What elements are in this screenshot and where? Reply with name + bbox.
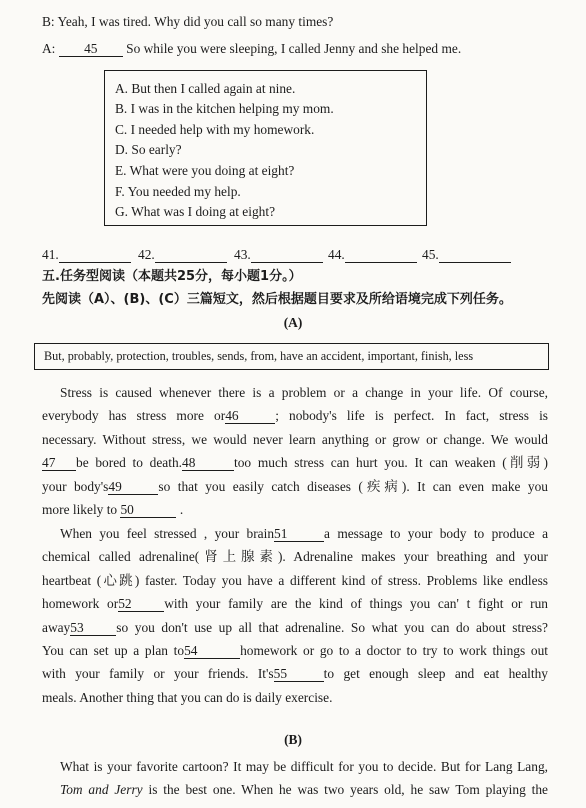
answer-blank-43[interactable] [251,247,323,263]
passage-a-paragraph-2 [42,522,548,709]
answer-slot-45 [422,245,511,265]
word-bank: But, probably, protection, troubles, sends, from, have an accident, important, finish, less [34,343,549,370]
p2-line-1: When you feel stressed , your brain51 a message to your body to produce a [60,526,549,541]
p2-line-4: homework or52 with your family are the kind of things you can' t fight or run [42,596,548,612]
p2-line-5: away53 so you don't use up all that adrenaline. So what you can do about stress? [42,619,548,635]
section-five-instruction: 先阅读（A）、(B)、(C）三篇短文，然后根据题目要求及所给语境完成下列任务。 [42,292,512,307]
answer-slot-42 [138,245,227,265]
option-b: B. I was in the kitchen helping my mom. [115,101,334,116]
dialogue-line-a-text: So while you were sleeping, I called Jenny and she helped me. [126,41,462,56]
blank-47[interactable]: 47 [42,455,76,471]
p1-line-3: necessary. Without stress, we would never learn anything or grow or change. We would [42,431,548,447]
option-d: D. So early? [115,142,182,157]
blank-55[interactable]: 55 [274,666,324,682]
p2-line-7: with your family or your friends. It's55 to get enough sleep and eat healthy [42,666,548,682]
passage-a-label: (A) [283,315,303,330]
option-g: G. What was I doing at eight? [115,204,276,219]
blank-50[interactable]: 50 [120,502,176,518]
p2-line-6: You can set up a plan to54 homework or go to a doctor to try to work things out [42,643,548,659]
p1-line-1: Stress is caused whenever there is a problem or a change in your life. Of course, [60,385,548,400]
answer-blank-41[interactable] [59,247,131,263]
p1-line-5: your body's49 so that you easily catch diseases (疾病). It can even make you [42,478,548,494]
options-box [104,70,427,226]
blank-51[interactable]: 51 [274,526,324,542]
answer-blank-45[interactable] [439,247,511,263]
blank-46[interactable]: 46 [225,408,275,424]
option-f: F. You needed my help. [115,184,241,199]
dialogue-line-b [42,12,333,32]
dialogue-line-b-text: B: Yeah, I was tired. Why did you call so many times? [42,14,334,29]
option-e: E. What were you doing at eight? [115,163,295,178]
answer-number-42: 42. [138,247,155,262]
cartoon-title: Tom and Jerry [60,782,143,798]
p2-line-3: heartbeat (心跳) faster. Today you have a different kind of stress. Problems like endless [42,572,548,588]
answer-number-45: 45. [422,247,439,262]
p1-line-2: everybody has stress more or46 ; nobody's life is perfect. In fact, stress is [42,408,549,424]
answer-blank-44[interactable] [345,247,417,263]
speaker-a: A: [42,41,56,56]
pb-line-2: Tom and Jerry is the best one. When he was two years old, he saw Tom playing the [60,782,548,798]
dialogue-line-a [42,39,461,59]
answer-slot-44 [328,245,417,265]
blank-49[interactable]: 49 [108,479,158,495]
p2-line-2: chemical called adrenaline(肾上腺素). Adrenaline makes your breathing and your [42,549,548,565]
blank-45[interactable]: 45 [59,41,123,57]
answer-slot-41 [42,245,131,265]
passage-b-paragraph-1 [42,755,548,802]
blank-48[interactable]: 48 [182,455,234,471]
pb-line-1: What is your favorite cartoon? It may be difficult for you to decide. But for Lang Lang, [60,759,548,774]
answer-number-43: 43. [234,247,251,262]
option-c: C. I needed help with my homework. [115,122,315,137]
blank-54[interactable]: 54 [184,643,240,659]
passage-b-label: (B) [284,732,302,747]
p1-line-6: more likely to 50 . [42,502,184,518]
answer-number-44: 44. [328,247,345,262]
answer-blank-42[interactable] [155,247,227,263]
option-a: A. But then I called again at nine. [115,81,296,96]
blank-52[interactable]: 52 [118,596,164,612]
passage-a-paragraph-1 [42,381,548,521]
section-five-heading: 五.任务型阅读（本题共25分，每小题1分。） [42,269,302,284]
p1-line-4: 47 be bored to death.48 too much stress can hurt you. It can weaken (削弱) [42,455,548,471]
answer-number-41: 41. [42,247,59,262]
blank-53[interactable]: 53 [70,620,116,636]
answer-slot-43 [234,245,323,265]
p2-line-8: meals. Another thing that you can do is daily exercise. [42,689,333,705]
